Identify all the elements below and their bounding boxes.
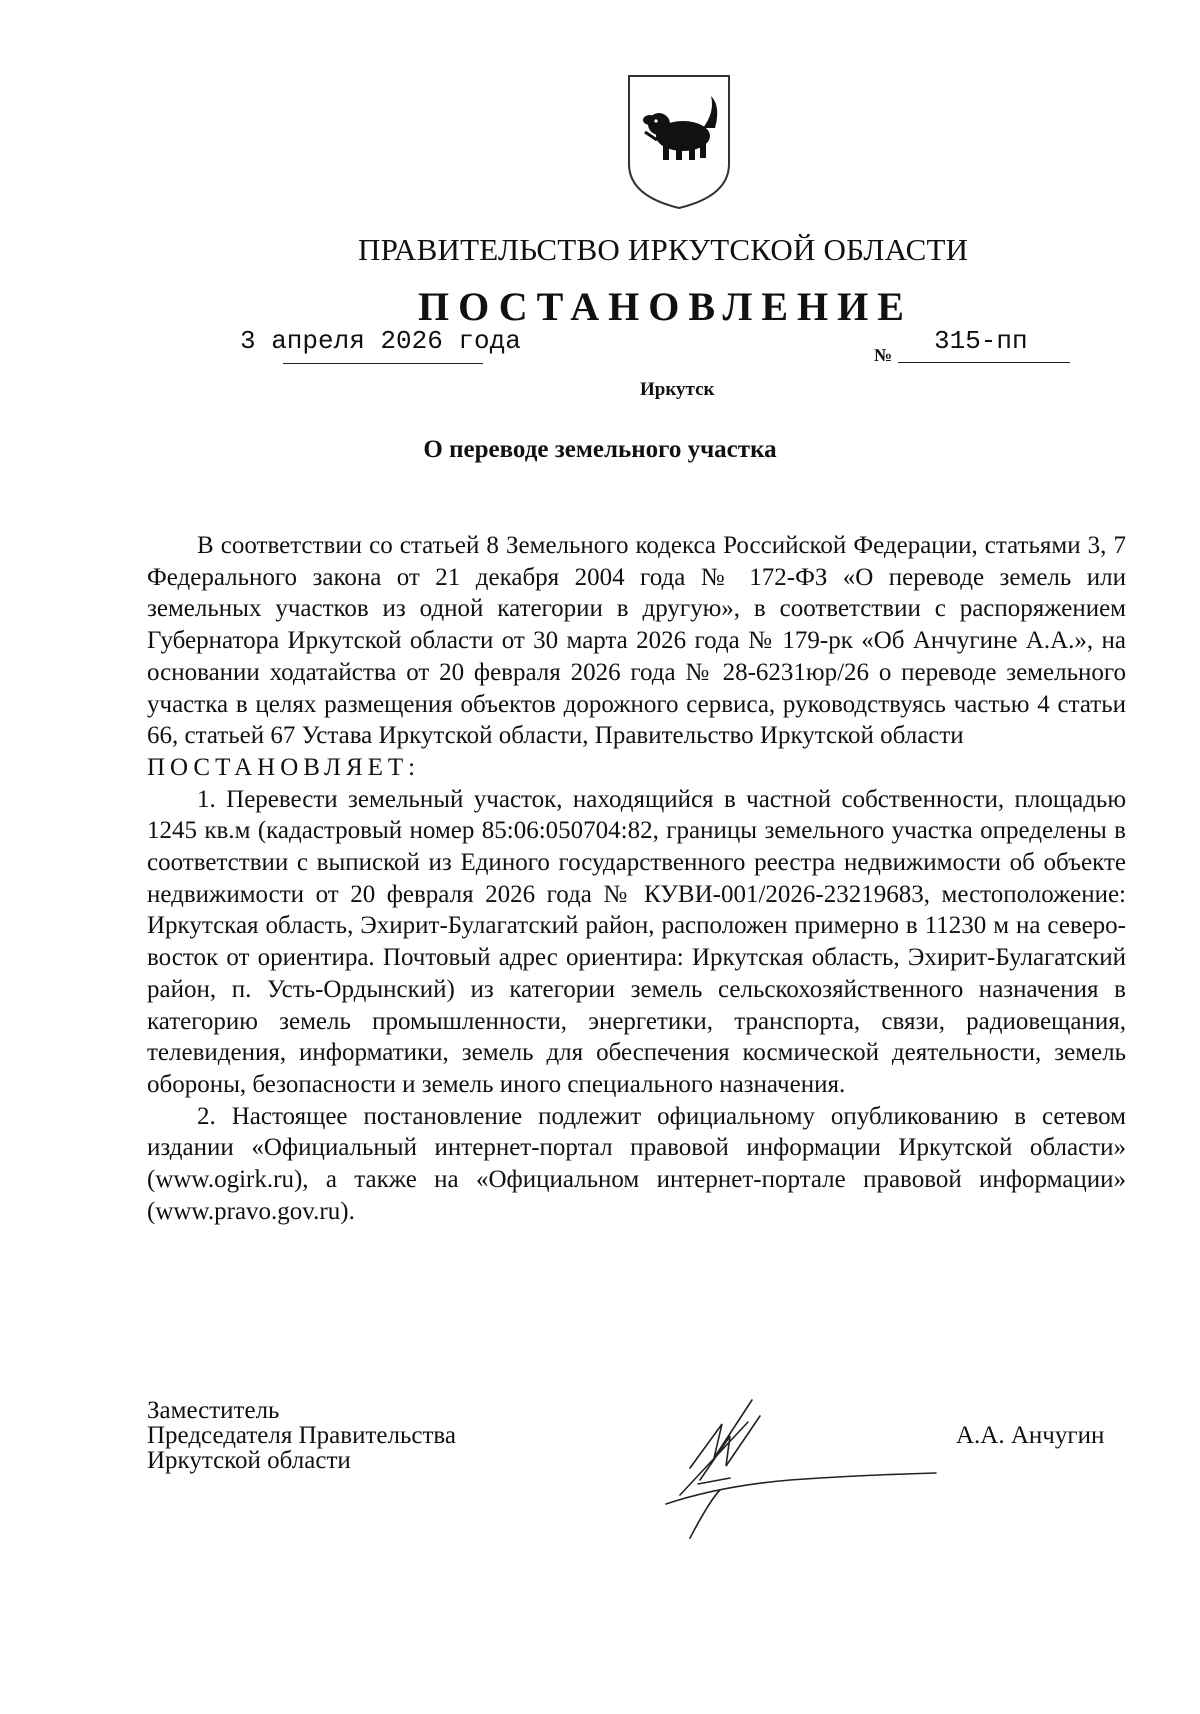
coat-of-arms-icon: [623, 72, 735, 212]
decree-date: 3 апреля 2026 года: [240, 326, 521, 356]
number-sign: №: [874, 345, 893, 365]
preamble-paragraph: В соответствии со статьей 8 Земельного кодекса Российской Федерации, статьями 3, 7 Федерального закона от 21 декабря 2004 года № 172-ФЗ «О переводе земель или земельных участков из одной категории в другую», в соответствии с распоряжением Губернатора Иркутской области от 30 марта 2026 года № 179-рк «Об Анчугине А.А.», на основании ходатайства от 20 февраля 2026 года № 28-6231юр/26 о переводе земельного участка в целях размещения объектов дорожного сервиса, руководствуясь частью 4 статьи 66, статьей 67 Устава Иркутской области, Правительство Иркутской области: [147, 532, 1126, 750]
signatory-title-line: Иркутской области: [147, 1447, 351, 1474]
item-2-paragraph: 2. Настоящее постановление подлежит официальному опубликованию в сетевом издании «Официальный интернет-портал правовой информации Иркутской области» (www.ogirk.ru), а также на «Официальном интернет-портале правовой информации» (www.pravo.gov.ru).: [147, 1102, 1126, 1225]
number-underline: [898, 362, 1070, 363]
decree-body: [147, 530, 1126, 1227]
date-underline: [283, 363, 483, 364]
decree-subject: О переводе земельного участка: [423, 436, 777, 463]
signatory-title-line: Заместитель: [147, 1397, 280, 1424]
handwritten-signature: [660, 1380, 940, 1540]
city-name: Иркутск: [640, 379, 715, 400]
signatory-title-line: Председателя Правительства: [147, 1422, 456, 1449]
government-title: ПРАВИТЕЛЬСТВО ИРКУТСКОЙ ОБЛАСТИ: [358, 232, 969, 267]
decree-number: 315-пп: [934, 326, 1028, 356]
document-type-title: ПОСТАНОВЛЕНИЕ: [418, 284, 913, 329]
item-1-paragraph: 1. Перевести земельный участок, находящийся в частной собственности, площадью 1245 кв.м (кадастровый номер 85:06:050704:82, границы земельного участка определены в соответствии с выпиской из Единого государственного реестра недвижимости об объекте недвижимости от 20 февраля 2026 года № КУВИ-001/2026-23219683, местоположение: Иркутская область, Эхирит-Булагатский район, расположен примерно в 11230 м на северо-восток от ориентира. Почтовый адрес ориентира: Иркутская область, Эхирит-Булагатский район, п. Усть-Ордынский) из категории земель сельскохозяйственного назначения в категорию земель промышленности, энергетики, транспорта, связи, радиовещания, телевидения, информатики, земель для обеспечения космической деятельности, земель обороны, безопасности и земель иного специального назначения.: [147, 785, 1126, 1098]
signatory-title: [147, 1398, 456, 1473]
resolves-heading: ПОСТАНОВЛЯЕТ:: [147, 753, 421, 781]
signatory-name: А.А. Анчугин: [956, 1422, 1105, 1449]
